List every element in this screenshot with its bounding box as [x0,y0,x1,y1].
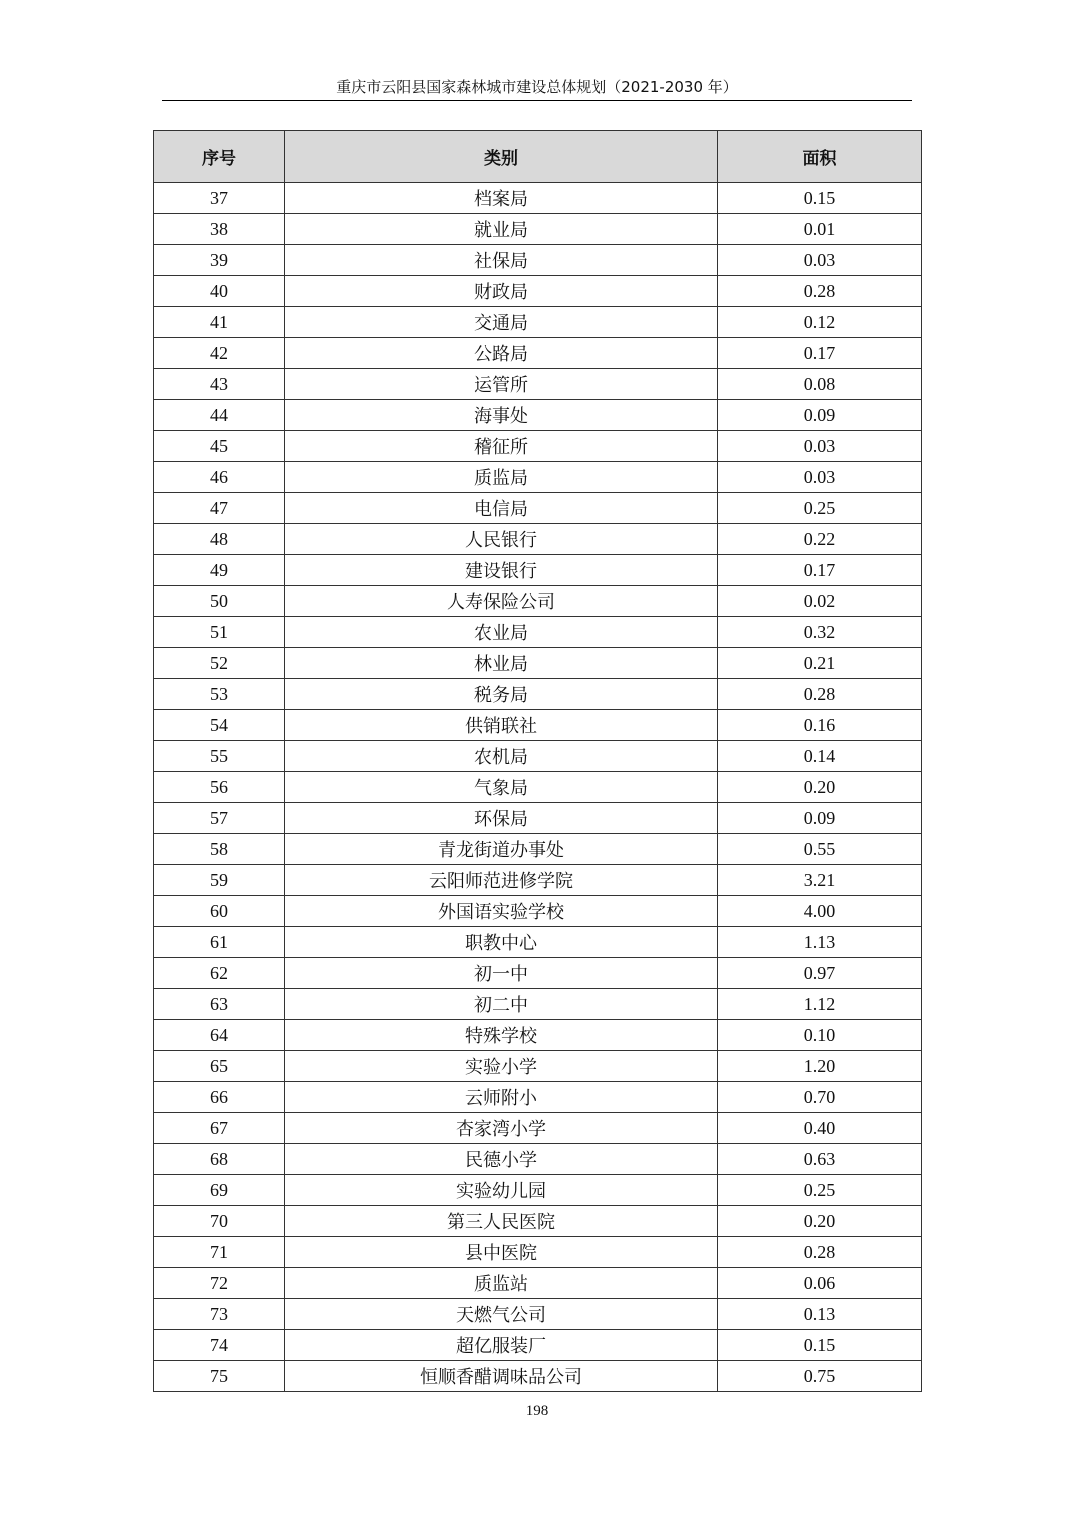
table-row [154,927,922,958]
header-rule [162,100,912,101]
table-row [154,679,922,710]
cell-area: 0.17 [718,555,922,586]
cell-area: 0.97 [718,958,922,989]
cell-index: 41 [154,307,285,338]
cell-index: 74 [154,1330,285,1361]
table-row [154,400,922,431]
table-row [154,834,922,865]
cell-index: 59 [154,865,285,896]
cell-index: 57 [154,803,285,834]
table-row [154,617,922,648]
table-row [154,803,922,834]
cell-area: 0.28 [718,276,922,307]
cell-area: 0.16 [718,710,922,741]
cell-category: 社保局 [285,245,718,276]
table-row [154,462,922,493]
table-row [154,648,922,679]
table-body [154,183,922,1392]
cell-category: 运管所 [285,369,718,400]
cell-area: 0.17 [718,338,922,369]
cell-index: 38 [154,214,285,245]
table-row [154,1206,922,1237]
cell-index: 55 [154,741,285,772]
cell-index: 40 [154,276,285,307]
table-row [154,772,922,803]
cell-index: 42 [154,338,285,369]
cell-area: 0.28 [718,1237,922,1268]
cell-category: 特殊学校 [285,1020,718,1051]
cell-index: 60 [154,896,285,927]
page-number: 198 [525,1403,549,1419]
cell-index: 50 [154,586,285,617]
cell-category: 实验幼儿园 [285,1175,718,1206]
cell-area: 0.03 [718,462,922,493]
cell-area: 4.00 [718,896,922,927]
table-row [154,710,922,741]
table-row [154,958,922,989]
cell-index: 64 [154,1020,285,1051]
table-row [154,1299,922,1330]
cell-index: 45 [154,431,285,462]
cell-category: 供销联社 [285,710,718,741]
table-row [154,338,922,369]
cell-category: 人寿保险公司 [285,586,718,617]
table-row [154,1020,922,1051]
cell-category: 建设银行 [285,555,718,586]
cell-category: 初一中 [285,958,718,989]
table-row [154,493,922,524]
cell-area: 0.63 [718,1144,922,1175]
cell-category: 职教中心 [285,927,718,958]
table-row [154,1237,922,1268]
cell-index: 53 [154,679,285,710]
table-row [154,989,922,1020]
cell-index: 67 [154,1113,285,1144]
cell-category: 杏家湾小学 [285,1113,718,1144]
cell-area: 0.70 [718,1082,922,1113]
cell-area: 0.06 [718,1268,922,1299]
table-row [154,555,922,586]
cell-index: 71 [154,1237,285,1268]
cell-index: 75 [154,1361,285,1392]
table-row [154,1268,922,1299]
cell-index: 73 [154,1299,285,1330]
cell-category: 质监局 [285,462,718,493]
cell-area: 0.28 [718,679,922,710]
cell-index: 66 [154,1082,285,1113]
table-row [154,369,922,400]
cell-index: 56 [154,772,285,803]
cell-category: 县中医院 [285,1237,718,1268]
cell-category: 天燃气公司 [285,1299,718,1330]
table-header-row [154,131,922,183]
table-row [154,1082,922,1113]
cell-area: 0.01 [718,214,922,245]
table-row [154,1051,922,1082]
table-row [154,431,922,462]
column-header-area: 面积 [718,131,922,183]
cell-index: 37 [154,183,285,214]
cell-index: 52 [154,648,285,679]
cell-index: 46 [154,462,285,493]
cell-area: 0.03 [718,431,922,462]
cell-area: 1.12 [718,989,922,1020]
cell-area: 0.10 [718,1020,922,1051]
table-row [154,307,922,338]
cell-index: 48 [154,524,285,555]
cell-index: 61 [154,927,285,958]
cell-area: 0.15 [718,183,922,214]
table-row [154,214,922,245]
cell-category: 质监站 [285,1268,718,1299]
cell-category: 云阳师范进修学院 [285,865,718,896]
cell-area: 0.25 [718,493,922,524]
cell-area: 0.22 [718,524,922,555]
cell-area: 0.09 [718,400,922,431]
cell-index: 39 [154,245,285,276]
cell-category: 税务局 [285,679,718,710]
cell-category: 民德小学 [285,1144,718,1175]
column-header-category: 类别 [285,131,718,183]
table-row [154,245,922,276]
cell-index: 65 [154,1051,285,1082]
cell-area: 0.75 [718,1361,922,1392]
cell-category: 农业局 [285,617,718,648]
page-header-title: 重庆市云阳县国家森林城市建设总体规划（2021-2030 年） [336,78,738,96]
cell-area: 0.25 [718,1175,922,1206]
cell-area: 0.20 [718,1206,922,1237]
cell-area: 0.08 [718,369,922,400]
cell-category: 农机局 [285,741,718,772]
cell-category: 人民银行 [285,524,718,555]
table-row [154,276,922,307]
cell-index: 49 [154,555,285,586]
cell-index: 43 [154,369,285,400]
cell-category: 稽征所 [285,431,718,462]
cell-area: 1.13 [718,927,922,958]
cell-category: 财政局 [285,276,718,307]
cell-category: 青龙街道办事处 [285,834,718,865]
cell-index: 62 [154,958,285,989]
table-row [154,1144,922,1175]
cell-index: 47 [154,493,285,524]
cell-area: 0.09 [718,803,922,834]
cell-area: 0.14 [718,741,922,772]
table-row [154,741,922,772]
cell-index: 51 [154,617,285,648]
cell-category: 就业局 [285,214,718,245]
table-row [154,896,922,927]
cell-index: 44 [154,400,285,431]
cell-area: 0.40 [718,1113,922,1144]
cell-area: 0.21 [718,648,922,679]
cell-index: 68 [154,1144,285,1175]
cell-area: 0.13 [718,1299,922,1330]
table-row [154,1361,922,1392]
cell-category: 林业局 [285,648,718,679]
table-row [154,1113,922,1144]
cell-area: 0.12 [718,307,922,338]
table-row [154,586,922,617]
cell-area: 0.15 [718,1330,922,1361]
cell-index: 63 [154,989,285,1020]
cell-area: 3.21 [718,865,922,896]
cell-index: 54 [154,710,285,741]
cell-area: 0.02 [718,586,922,617]
cell-category: 恒顺香醋调味品公司 [285,1361,718,1392]
cell-area: 0.55 [718,834,922,865]
cell-area: 0.32 [718,617,922,648]
cell-index: 58 [154,834,285,865]
cell-category: 超亿服装厂 [285,1330,718,1361]
cell-category: 第三人民医院 [285,1206,718,1237]
cell-category: 环保局 [285,803,718,834]
cell-category: 实验小学 [285,1051,718,1082]
cell-index: 72 [154,1268,285,1299]
cell-area: 0.20 [718,772,922,803]
table-row [154,1175,922,1206]
cell-category: 档案局 [285,183,718,214]
area-table [153,130,922,1392]
cell-category: 云师附小 [285,1082,718,1113]
cell-category: 外国语实验学校 [285,896,718,927]
cell-category: 气象局 [285,772,718,803]
cell-index: 70 [154,1206,285,1237]
cell-category: 初二中 [285,989,718,1020]
table-row [154,524,922,555]
table-row [154,865,922,896]
table-row [154,1330,922,1361]
cell-category: 公路局 [285,338,718,369]
cell-category: 电信局 [285,493,718,524]
column-header-index: 序号 [154,131,285,183]
cell-area: 1.20 [718,1051,922,1082]
cell-index: 69 [154,1175,285,1206]
cell-category: 海事处 [285,400,718,431]
cell-area: 0.03 [718,245,922,276]
table-row [154,183,922,214]
cell-category: 交通局 [285,307,718,338]
